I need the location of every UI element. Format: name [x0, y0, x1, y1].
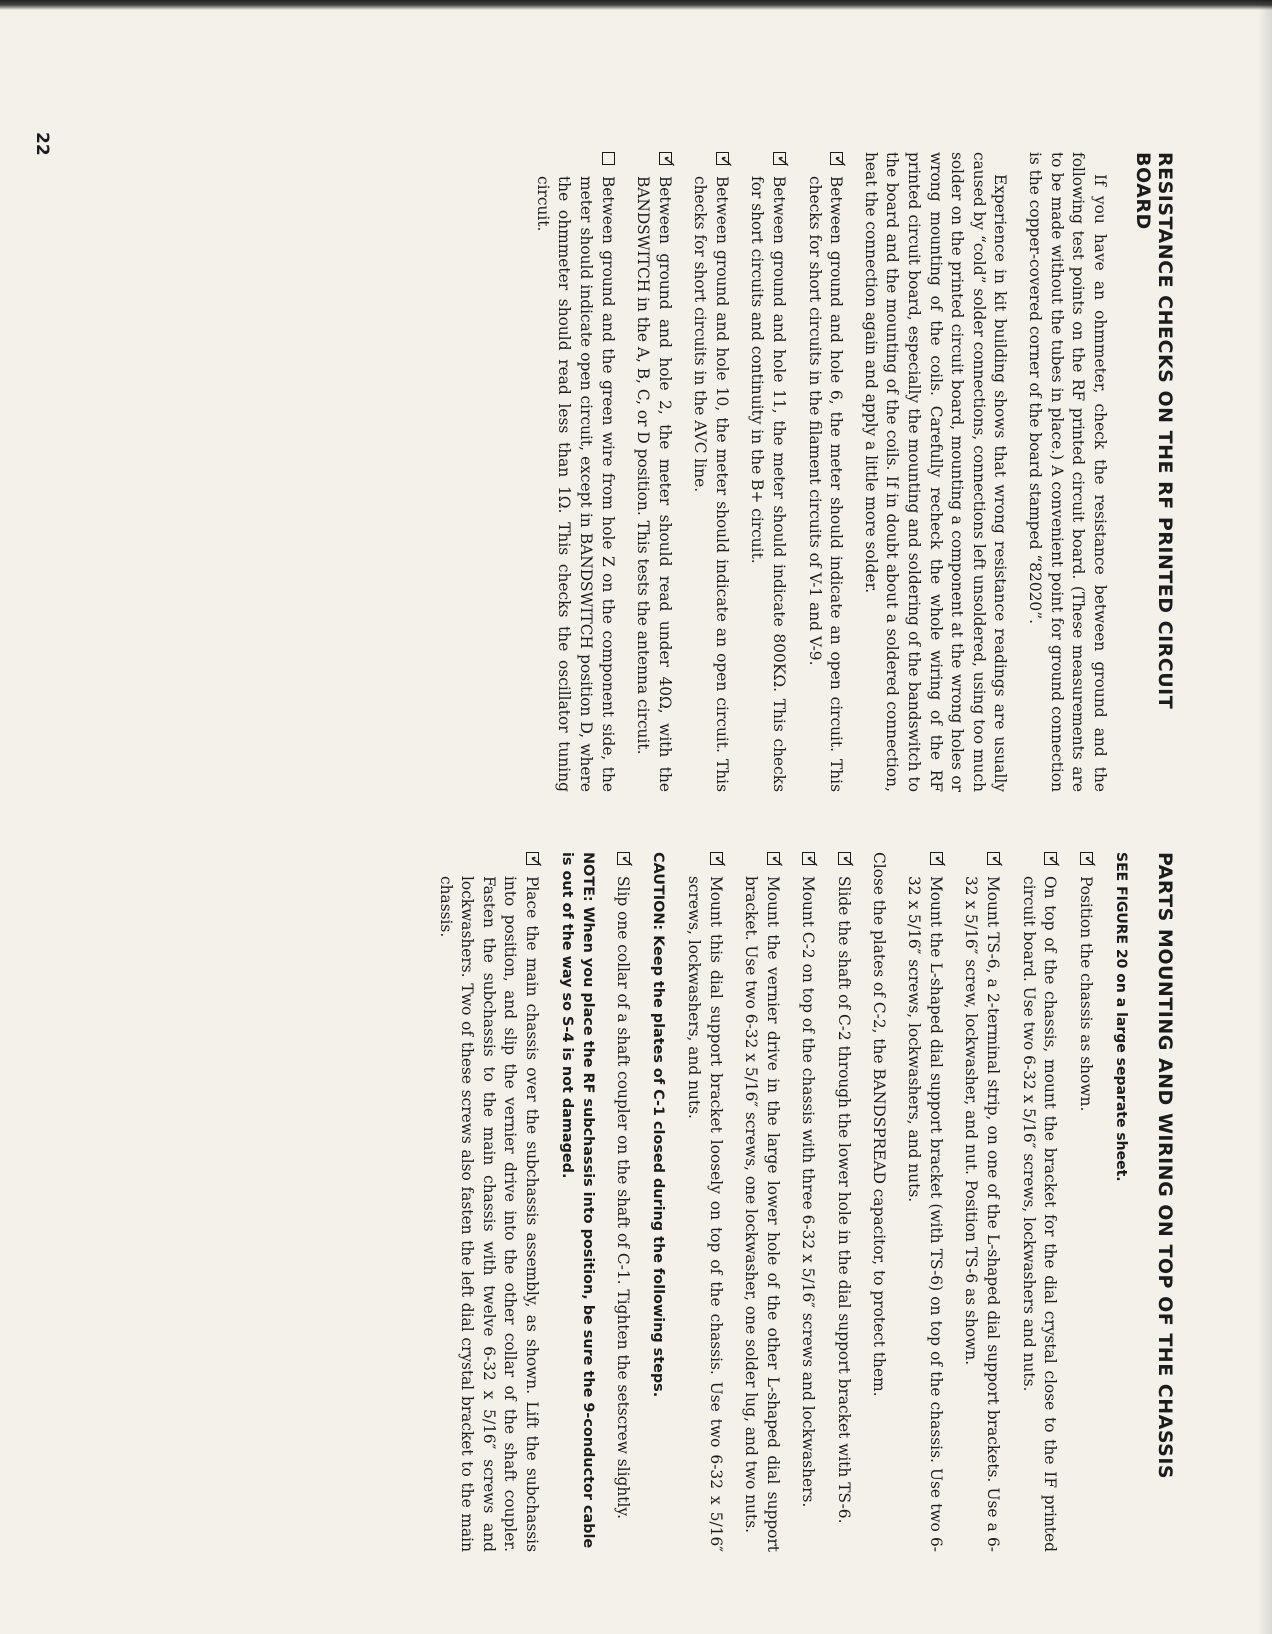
see-figure-note: SEE FIGURE 20 on a large separate sheet. [1113, 852, 1130, 1182]
resistance-checks-heading: RESISTANCE CHECKS ON THE RF PRINTED CIRCUIT BOARD [1132, 152, 1176, 710]
checklist-step [1074, 852, 1100, 1552]
parts-mounting-column [245, 852, 1175, 1552]
check-mark-icon: ✓ [1078, 854, 1100, 870]
step-text: Mount the L-shaped dial support bracket (with TS-6) on top of the chassis. Use two 6-32 x 5/16″ screws, lockwashers, and nuts. [905, 876, 945, 1552]
parts-mounting-heading: PARTS MOUNTING AND WIRING ON TOP OF THE CHASSIS [1154, 852, 1176, 1480]
step-text: Mount the vernier drive in the large lower hole of the other L-shaped dial support bracket. Use two 6-32 x 5/16″ screws, one lockwasher, one solder lug, and two nuts. [742, 876, 782, 1552]
intro-paragraph: If you have an ohmmeter, check the resistance between ground and the following test points on the RF printed circuit board. (These measurements are to be made without the tubes in place.) A convenient point for ground connection is the copper-covered corner of the board stamped “82020”. [1026, 152, 1109, 792]
step-text: Position the chassis as shown. [1076, 876, 1095, 1112]
checklist-step [960, 852, 1008, 1552]
manual-page [245, 152, 1175, 1562]
check-mark-icon: ✓ [714, 154, 736, 170]
checkbox-icon[interactable] [657, 152, 679, 170]
step-text: Between ground and hole 2, the meter should read under 40Ω, with the BANDSWITCH in the A, B, C, or D position. This tests the antenna circuit. [634, 176, 674, 792]
step-text: Mount TS-6, a 2-terminal strip, on one of the L-shaped dial support brackets. Use a 6-32 x 5/16″ screw, lockwasher, and nut. Position TS-6 as shown. [962, 876, 1003, 1552]
checkbox-icon[interactable] [1078, 852, 1100, 870]
checkbox-icon[interactable] [714, 152, 736, 170]
checklist-step [434, 852, 546, 1552]
checkbox-icon[interactable] [708, 852, 730, 870]
checklist-step [1017, 852, 1065, 1552]
step-text: Between ground and hole 10, the meter should indicate an open circuit. This checks for short circuits in the AVC line. [691, 176, 731, 792]
experience-paragraph: Experience in kit building shows that wrong resistance readings are usually caused by “cold” solder connections, connections left unsoldered, using too much solder on the printed circuit board, mounting a component at the wrong holes or wrong mounting of the coils. Carefully recheck the whole wiring of the RF printed circuit board, especially the mounting and soldering of the bandswitch to the board and the mounting of the coils. If in doubt about a soldered connection, heat the connection again and apply a little more solder. [861, 152, 1010, 792]
checkbox-icon[interactable] [986, 852, 1008, 870]
check-mark-icon: ✓ [986, 854, 1008, 870]
resistance-steps-list [531, 152, 851, 792]
checklist-step [612, 852, 638, 1552]
step-text: Slide the shaft of C-2 through the lower hole in the dial support bracket with TS-6. [835, 876, 854, 1524]
checkbox-icon[interactable] [837, 852, 859, 870]
note-text: NOTE: When you place the RF subchassis into position, be sure the 9-conductor cable is out of the way so S-4 is not damaged. [558, 852, 596, 1549]
check-mark-icon: ✓ [928, 854, 950, 870]
checkbox-icon[interactable] [829, 152, 851, 170]
resistance-checks-column [245, 152, 1175, 792]
checkbox-icon[interactable] [524, 852, 546, 870]
check-mark-icon: ✓ [801, 854, 823, 870]
scan-top-edge [0, 0, 1272, 10]
check-mark-icon: ✓ [1043, 854, 1065, 870]
step-text: Mount C-2 on top of the chassis with three 6-32 x 5/16″ screws and lockwashers. [799, 876, 818, 1508]
checklist-step [832, 852, 859, 1552]
check-mark-icon: ✓ [657, 154, 679, 170]
checkbox-icon[interactable] [928, 852, 950, 870]
check-mark-icon: ✓ [837, 854, 859, 870]
step-text: Between ground and hole 11, the meter should indicate 800KΩ. This checks for short circuits and continuity in the B+ circuit. [748, 176, 789, 792]
caution-text: CAUTION: Keep the plates of C-1 closed during the following steps. [650, 852, 667, 1398]
scan-right-edge [1258, 0, 1272, 1634]
checkbox-icon[interactable] [765, 852, 787, 870]
checklist-step [683, 852, 730, 1552]
checklist-step [797, 852, 823, 1552]
checkbox-icon[interactable] [602, 152, 615, 165]
checklist-step [689, 152, 736, 792]
checkbox-icon[interactable] [772, 152, 794, 170]
mounting-steps-c [612, 852, 638, 1552]
step-text: On top of the chassis, mount the bracket for the dial crystal close to the IF printed circuit board. Use two 6-32 x 5/16″ screws, lockwashers and nuts. [1019, 876, 1060, 1552]
check-mark-icon: ✓ [616, 854, 638, 870]
checklist-step [803, 152, 851, 792]
step-text: Between ground and the green wire from hole Z on the component side, the meter should indicate open circuit, except in BANDSWITCH position D, where the ohmmeter should read less than 1Ω. This checks the oscillator tuning circuit. [533, 176, 617, 792]
checklist-step [746, 152, 794, 792]
checklist-step [740, 852, 787, 1552]
step-text: Slip one collar of a shaft coupler on the shaft of C-1. Tighten the setscrew slightly. [614, 876, 633, 1519]
mounting-steps-a [903, 852, 1100, 1552]
step-text: Place the main chassis over the subchassis assembly, as shown. Lift the subchassis into position, and slip the vernier drive into the other collar of the shaft coupler. Fasten the subchassis to the main chassis with twelve 6-32 x 5/16″ screws and lockwashers. Two of these screws also fasten the left dial crystal bracket to the main chassis. [436, 876, 541, 1552]
step-text: Mount this dial support bracket loosely on top of the chassis. Use two 6-32 x 5/16″ screws, lockwashers, and nuts. [685, 876, 725, 1552]
check-mark-icon: ✓ [765, 854, 787, 870]
check-mark-icon: ✓ [772, 154, 794, 170]
checklist-step [632, 152, 679, 792]
mounting-steps-d [434, 852, 546, 1552]
check-mark-icon: ✓ [829, 154, 851, 170]
check-mark-icon: ✓ [524, 854, 546, 870]
close-plates-text: Close the plates of C-2, the BANDSPREAD capacitor, to protect them. [869, 852, 888, 1397]
mounting-steps-b [683, 852, 859, 1552]
check-mark-icon: ✓ [708, 854, 730, 870]
checkbox-icon[interactable] [801, 852, 823, 870]
checklist-step [903, 852, 950, 1552]
checkbox-icon[interactable] [1043, 852, 1065, 870]
checklist-step [531, 152, 617, 792]
step-text: Between ground and hole 6, the meter should indicate an open circuit. This checks for short circuits in the filament circuits of V-1 and V-9. [805, 176, 846, 792]
checkbox-icon[interactable] [616, 852, 638, 870]
page-number: 22 [32, 132, 52, 156]
